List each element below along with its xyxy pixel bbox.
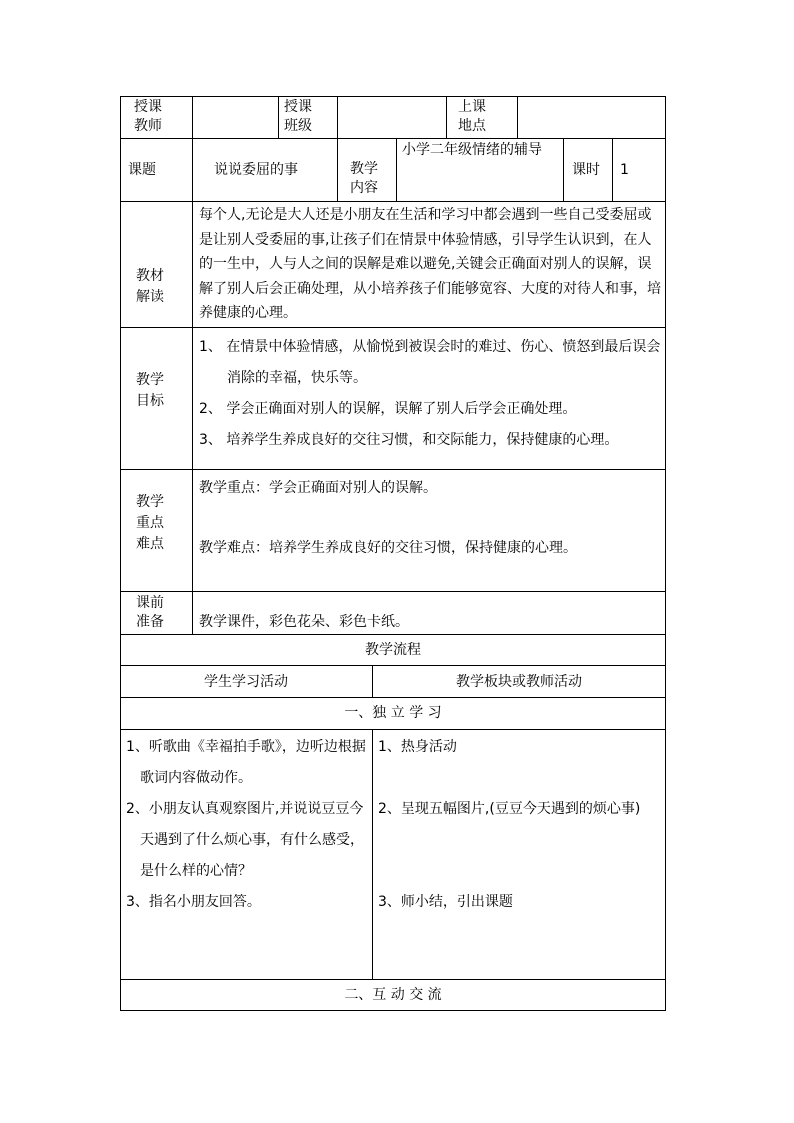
class-label: 授课 班级 [284,99,312,134]
topic-label: 课题 [128,162,156,178]
row-divider [120,469,666,470]
col-divider [337,138,338,202]
teacher-item: 3、师小结，引出课题 [378,894,513,910]
col-divider [372,729,373,980]
col-divider [612,138,613,202]
prep-label: 课前 准备 [136,595,164,630]
row-divider [120,634,666,635]
keypoints-label: 教学 重点 难点 [136,494,164,552]
row-divider [120,979,666,980]
objective-item: 2、 学会正确面对别人的误解，误解了别人后学会正确处理。 [199,401,577,417]
material-text: 每个人,无论是大人还是小朋友在生活和学习中都会遇到一些自己受委屈或是让别人受委屈的事,让孩子们在情景中体验情感，引导学生认识到，在人的一生中，人与人之间的误解是难以避免,关键会正确面对别人的误解，误解了别人后会正确处理，从小培养孩子们能够宽容、大度的对待人和事，培养健康的心理。 [199,207,661,321]
col-divider [446,96,447,139]
objectives-label: 教学 目标 [136,372,164,409]
material-label: 教材 解读 [136,268,164,305]
content-label: 教学 内容 [350,161,378,196]
col-divider [396,138,397,202]
teacher-activity-header: 教学板块或教师活动 [456,674,582,690]
row-divider [120,665,666,666]
row-divider [120,201,666,202]
teacher-item: 1、热身活动 [378,739,457,755]
col-divider [192,138,193,202]
row-divider [120,697,666,698]
location-label: 上课 地点 [458,99,486,134]
content-value: 小学二年级情绪的辅导 [402,142,542,158]
row-divider [120,327,666,328]
row-divider [120,138,666,139]
hours-label: 课时 [572,162,600,178]
teacher-label: 授课 教师 [134,99,162,134]
col-divider [278,96,279,139]
col-divider [563,138,564,202]
key-point: 教学重点：学会正确面对别人的误解。 [199,480,437,496]
objective-item: 3、 培养学生养成良好的交往习惯，和交际能力，保持健康的心理。 [199,432,619,448]
col-divider [337,96,338,139]
teacher-item: 2、呈现五幅图片,(豆豆今天遇到的烦心事) [378,801,641,817]
topic-value: 说说委屈的事 [214,162,298,178]
objective-item: 1、 在情景中体验情感，从愉悦到被误会时的难过、伤心、愤怒到最后误会消除的幸福，快乐等。 [199,339,661,386]
row-divider [120,591,666,592]
difficulty-point: 教学难点：培养学生养成良好的交往习惯，保持健康的心理。 [199,540,577,556]
student-activity-header: 学生学习活动 [204,674,288,690]
flow-title: 教学流程 [365,642,421,658]
prep-text: 教学课件，彩色花朵、彩色卡纸。 [199,614,409,630]
col-divider [192,201,193,635]
section-interactive-exchange: 二、互 动 交 流 [344,987,442,1003]
student-item: 1、听歌曲《幸福拍手歌》，边听边根据歌词内容做动作。 [126,739,366,786]
student-item: 3、指名小朋友回答。 [126,894,261,910]
col-divider [517,96,518,139]
section-independent-study: 一、独 立 学 习 [344,705,442,721]
hours-value: 1 [620,162,629,178]
row-divider [120,729,666,730]
col-divider [192,96,193,139]
student-item: 2、小朋友认真观察图片,并说说豆豆今天遇到了什么烦心事，有什么感受，是什么样的心情？ [126,801,364,879]
